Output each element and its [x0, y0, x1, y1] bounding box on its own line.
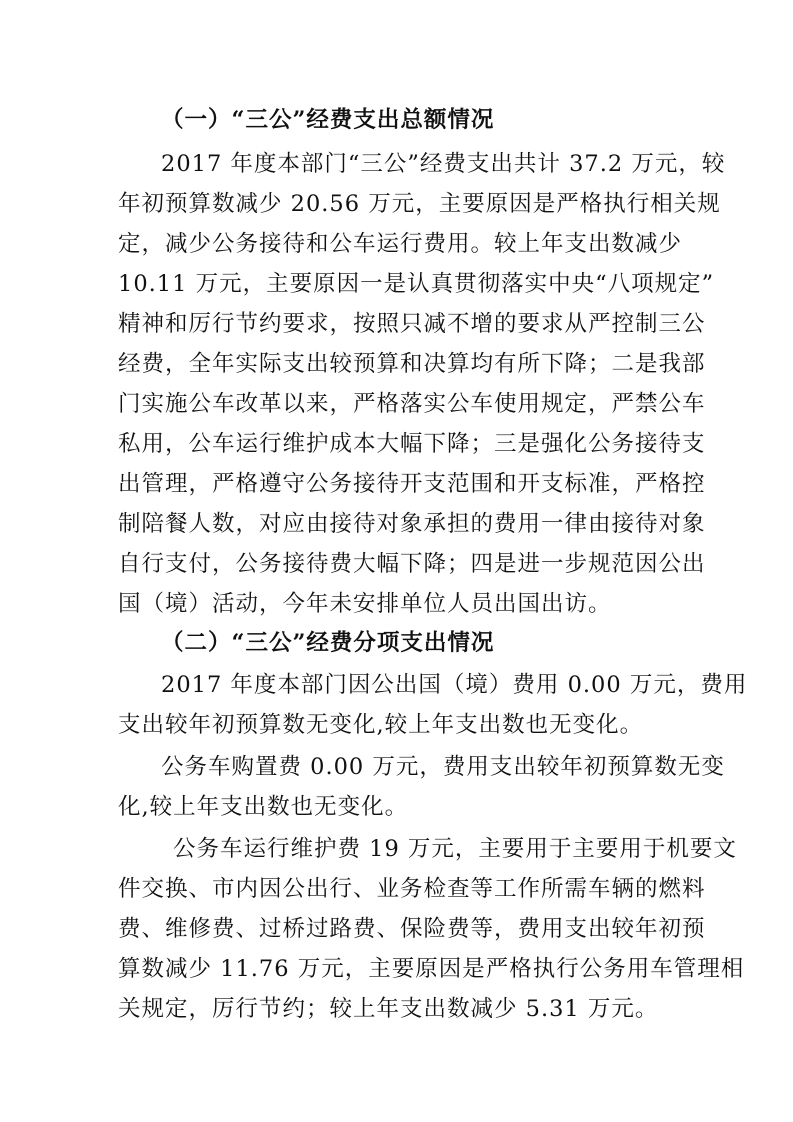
paragraph-line: 经费，全年实际支出较预算和决算均有所下降；二是我部	[118, 351, 706, 377]
paragraph-line: 私用，公车运行维护成本大幅下降；三是强化公务接待支	[118, 431, 706, 457]
paragraph-line: 费、维修费、过桥过路费、保险费等，费用支出较年初预	[118, 916, 706, 942]
paragraph-line: 算数减少 11.76 万元，主要原因是严格执行公务用车管理相	[118, 956, 745, 982]
paragraph-line: 2017 年度本部门“三公”经费支出共计 37.2 万元，较	[161, 151, 726, 177]
paragraph-line: 自行支付，公务接待费大幅下降；四是进一步规范因公出	[118, 551, 706, 577]
paragraph-line: 10.11 万元，主要原因一是认真贯彻落实中央“八项规定”	[118, 271, 715, 297]
paragraph-line: 2017 年度本部门因公出国（境）费用 0.00 万元，费用	[161, 672, 748, 698]
paragraph-line: 公务车购置费 0.00 万元，费用支出较年初预算数无变	[161, 754, 725, 780]
paragraph-line: 件交换、市内因公出行、业务检查等工作所需车辆的燃料	[118, 876, 706, 902]
paragraph-line: 精神和厉行节约要求，按照只减不增的要求从严控制三公	[118, 311, 706, 337]
paragraph-line: 年初预算数减少 20.56 万元，主要原因是严格执行相关规	[118, 191, 721, 217]
paragraph-line: 国（境）活动，今年未安排单位人员出国出访。	[118, 591, 612, 617]
paragraph-line: 门实施公车改革以来，严格落实公车使用规定，严禁公车	[118, 391, 706, 417]
paragraph-line: 化,较上年支出数也无变化。	[118, 794, 409, 820]
paragraph-line: 出管理，严格遵守公务接待开支范围和开支标准，严格控	[118, 471, 706, 497]
paragraph-line: 公务车运行维护费 19 万元，主要用于主要用于机要文	[173, 836, 737, 862]
section1-heading: （一）“三公”经费支出总额情况	[161, 107, 495, 133]
section2-heading: （二）“三公”经费分项支出情况	[161, 630, 495, 656]
paragraph-line: 定，减少公务接待和公车运行费用。较上年支出数减少	[118, 231, 683, 257]
paragraph-line: 支出较年初预算数无变化,较上年支出数也无变化。	[118, 712, 644, 738]
paragraph-line: 制陪餐人数，对应由接待对象承担的费用一律由接待对象	[118, 511, 706, 537]
paragraph-line: 关规定，厉行节约；较上年支出数减少 5.31 万元。	[118, 996, 659, 1022]
